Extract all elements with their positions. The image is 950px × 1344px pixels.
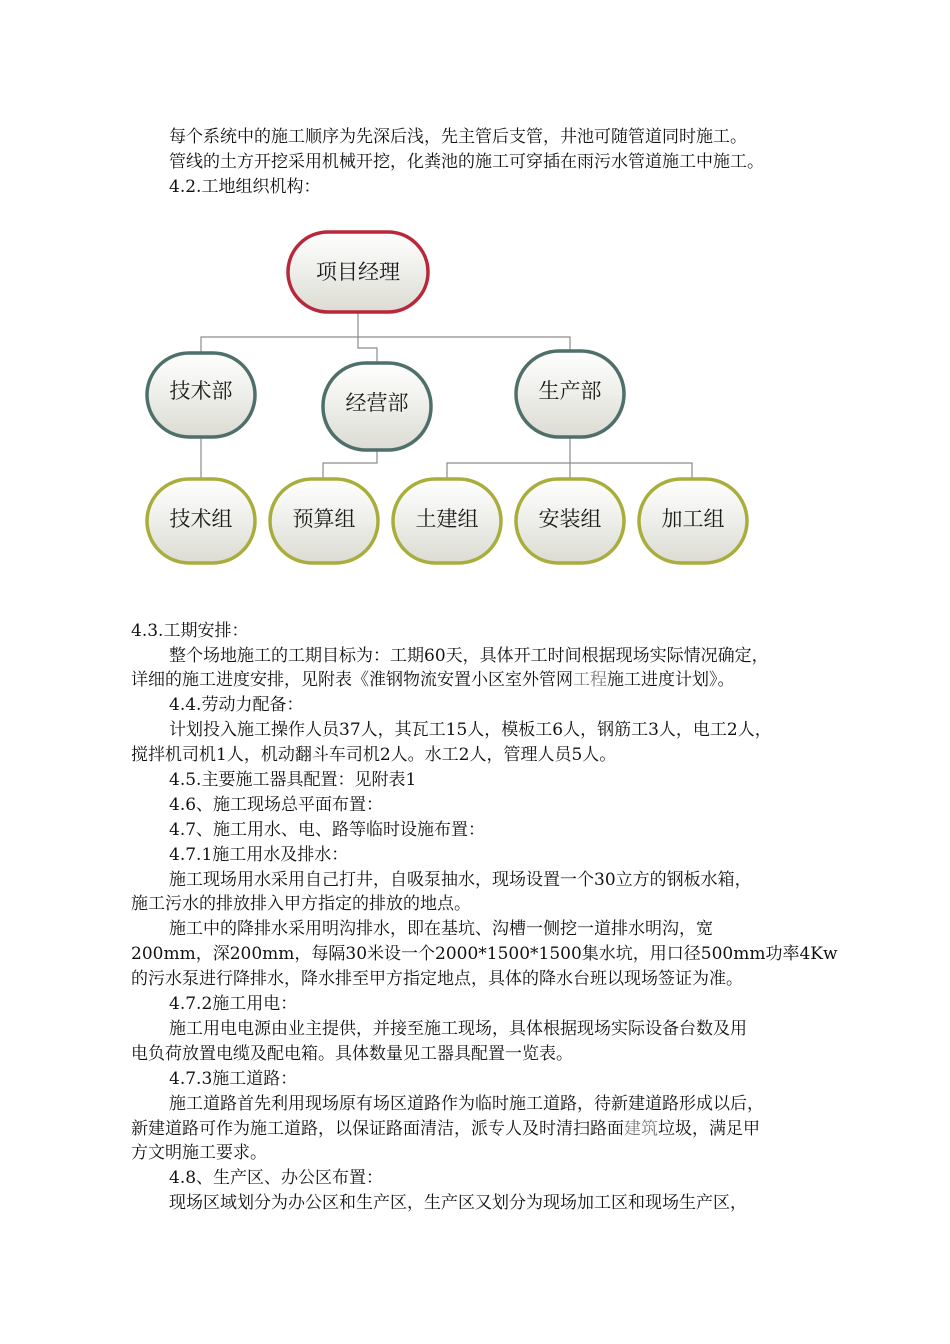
heading-4-7: 4.7、施工用水、电、路等临时设施布置： — [169, 820, 486, 840]
heading-4-3: 4.3.工期安排： — [131, 621, 249, 641]
heading-4-4: 4.4.劳动力配备： — [169, 695, 304, 715]
paragraph-road-2 — [131, 1118, 760, 1140]
org-group-label-install: 安装组 — [538, 507, 602, 531]
connector-root-business — [358, 337, 377, 365]
road-text-b: 建筑 — [624, 1119, 658, 1139]
paragraph-excavation: 管线的土方开挖采用机械开挖，化粪池的施工可穿插在雨污水管道施工中施工。 — [169, 152, 764, 172]
road-text-a: 新建道路可作为施工道路，以保证路面清洁，派专人及时清扫路面 — [131, 1119, 624, 1139]
org-dept-label-tech: 技术部 — [169, 379, 233, 403]
org-chart — [140, 215, 780, 575]
paragraph-road-1: 施工道路首先利用现场原有场区道路作为临时施工道路，待新建道路形成以后， — [169, 1094, 764, 1114]
heading-4-7-2: 4.7.2施工用电： — [169, 994, 298, 1014]
paragraph-schedule-2 — [131, 669, 735, 691]
connector-production-groups — [447, 437, 692, 480]
paragraph-power-2: 电负荷放置电缆及配电箱。具体数量见工器具配置一览表。 — [131, 1044, 573, 1064]
paragraph-water-2: 施工污水的排放排入甲方指定的排放的地点。 — [131, 894, 471, 914]
heading-4-5: 4.5.主要施工器具配置：见附表1 — [169, 770, 417, 790]
heading-4-8: 4.8、生产区、办公区布置： — [169, 1168, 384, 1188]
heading-4-2: 4.2.工地组织机构： — [169, 177, 321, 197]
org-node-tech-dept — [147, 353, 255, 437]
org-root-label: 项目经理 — [316, 260, 400, 284]
connector-root-tech — [201, 312, 358, 355]
heading-4-6: 4.6、施工现场总平面布置： — [169, 795, 384, 815]
org-node-tech-group — [147, 479, 255, 563]
org-group-label-processing: 加工组 — [661, 507, 725, 531]
paragraph-construction-order: 每个系统中的施工顺序为先深后浅，先主管后支管，井池可随管道同时施工。 — [169, 127, 747, 147]
road-text-c: 垃圾，满足甲 — [658, 1119, 760, 1139]
org-group-label-civil: 土建组 — [415, 507, 479, 531]
paragraph-water-1: 施工现场用水采用自己打井，自吸泵抽水，现场设置一个30立方的钢板水箱， — [169, 870, 752, 890]
heading-4-7-1: 4.7.1施工用水及排水： — [169, 845, 349, 865]
org-node-civil-group — [393, 479, 501, 563]
org-dept-label-business: 经营部 — [345, 391, 409, 415]
org-node-install-group — [516, 479, 624, 563]
connector-business-budget — [323, 450, 377, 480]
paragraph-power-1: 施工用电电源由业主提供，并接至施工现场，具体根据现场实际设备台数及用 — [169, 1019, 747, 1039]
paragraph-labor-2: 搅拌机司机1人，机动翻斗车司机2人。水工2人，管理人员5人。 — [131, 745, 617, 765]
org-node-production-dept — [516, 351, 624, 437]
paragraph-zones: 现场区域划分为办公区和生产区，生产区又划分为现场加工区和现场生产区， — [169, 1193, 747, 1213]
org-group-label-budget: 预算组 — [292, 507, 356, 531]
org-dept-label-production: 生产部 — [538, 379, 602, 403]
schedule-text-a: 详细的施工进度安排，见附表《淮钢物流安置小区室外管网 — [131, 670, 573, 690]
org-node-budget-group — [270, 479, 378, 563]
paragraph-drainage-3: 的污水泵进行降排水，降水排至甲方指定地点，具体的降水台班以现场签证为准。 — [131, 969, 743, 989]
connector-root-production — [358, 337, 570, 353]
paragraph-labor-1: 计划投入施工操作人员37人，其瓦工15人，模板工6人，钢筋工3人，电工2人， — [169, 720, 772, 740]
paragraph-road-3: 方文明施工要求。 — [131, 1143, 267, 1163]
heading-4-7-3: 4.7.3施工道路： — [169, 1069, 298, 1089]
org-node-root — [288, 232, 428, 312]
schedule-text-c: 施工进度计划》。 — [607, 670, 735, 690]
org-group-label-tech: 技术组 — [169, 507, 233, 531]
paragraph-drainage-2: 200mm，深200mm，每隔30米设一个2000*1500*1500集水坑，用口径500mm功率4Kw — [131, 944, 838, 964]
paragraph-drainage-1: 施工中的降排水采用明沟排水，即在基坑、沟槽一侧挖一道排水明沟，宽 — [169, 919, 713, 939]
paragraph-schedule-1: 整个场地施工的工期目标为：工期60天，具体开工时间根据现场实际情况确定， — [169, 646, 769, 666]
org-node-processing-group — [639, 479, 747, 563]
schedule-text-b: 工程 — [573, 670, 607, 690]
org-node-business-dept — [323, 363, 431, 450]
